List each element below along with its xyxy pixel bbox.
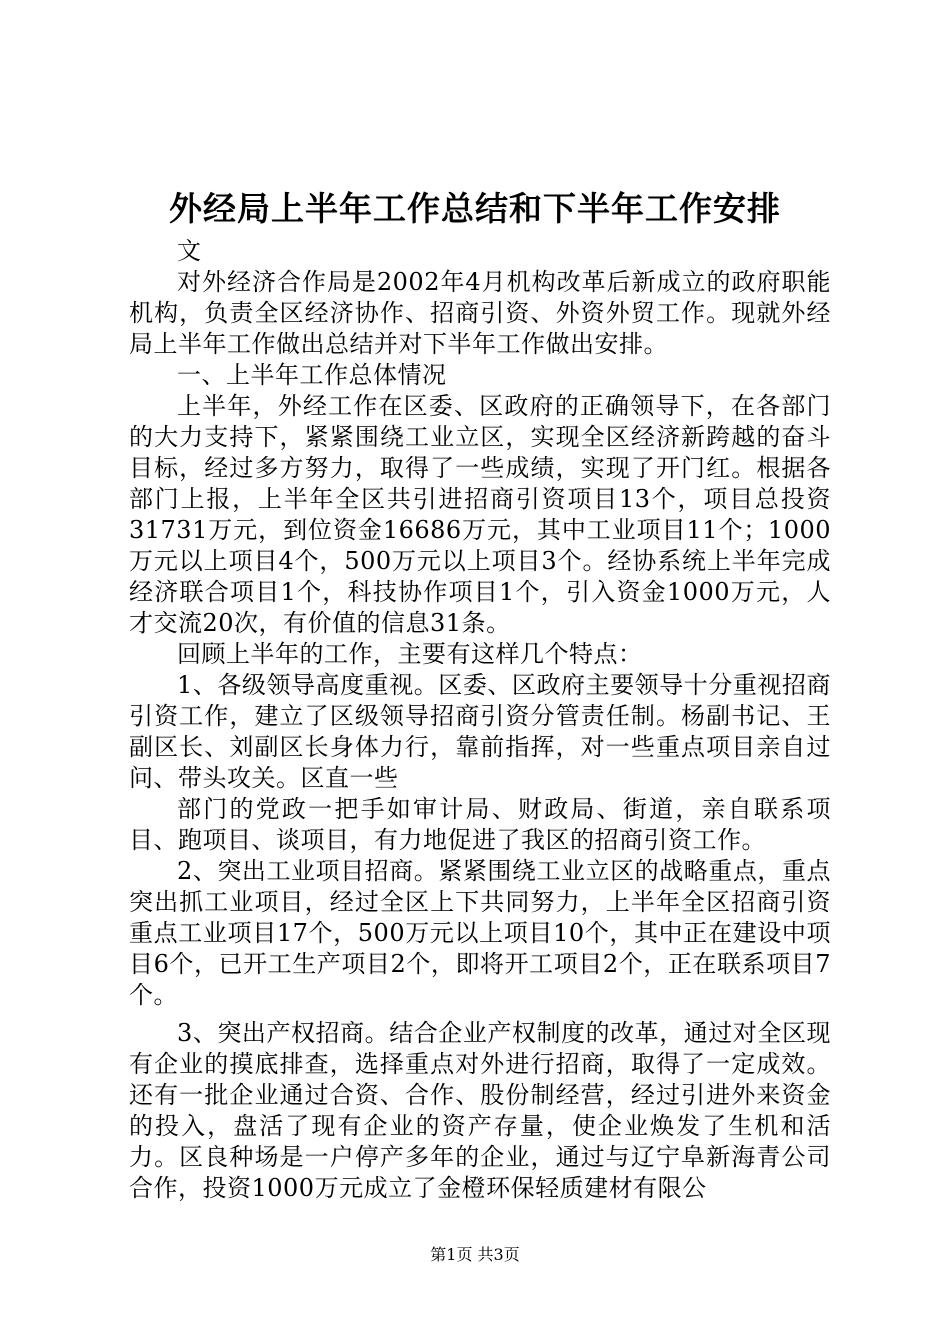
feature-3-paragraph: 3、突出产权招商。结合企业产权制度的改革，通过对全区现有企业的摸底排查，选择重点对外进行招商，取得了一定成效。还有一批企业通过合资、合作、股份制经营，经过引进外来资金的投入，盘活了现有企业的资产存量，使企业焕发了生机和活力。区良种场是一户停产多年的企业，通过与辽宁阜新海青公司合作，投资1000万元成立了金橙环保轻质建材有限公	[129, 1019, 831, 1202]
page-footer: 第1页 共3页	[430, 1245, 520, 1264]
summary-paragraph: 上半年，外经工作在区委、区政府的正确领导下，在各部门的大力支持下，紧紧围绕工业立区，实现全区经济新跨越的奋斗目标，经过多方努力，取得了一些成绩，实现了开门红。根据各部门上报，上半年全区共引进招商引资项目13个，项目总投资31731万元，到位资金16686万元，其中工业项目11个；1000万元以上项目4个，500万元以上项目3个。经协系统上半年完成经济联合项目1个，科技协作项目1个，引入资金1000万元，人才交流20次，有价值的信息31条。	[129, 392, 831, 637]
author-line: 文	[177, 237, 202, 265]
feature-2-paragraph: 2、突出工业项目招商。紧紧围绕工业立区的战略重点，重点突出抓工业项目，经过全区上下共同努力，上半年全区招商引资重点工业项目17个，500万元以上项目10个，其中正在建设中项目6个，已开工生产项目2个，即将开工项目2个，正在联系项目7个。	[129, 857, 831, 1009]
document-body	[129, 236, 831, 1204]
feature-1-paragraph: 1、各级领导高度重视。区委、区政府主要领导十分重视招商引资工作，建立了区级领导招商引资分管责任制。杨副书记、王副区长、刘副区长身体力行，靠前指挥，对一些重点项目亲自过问、带头攻关。区直一些	[129, 671, 831, 792]
document-title: 外经局上半年工作总结和下半年工作安排	[169, 189, 781, 228]
section-heading: 一、上半年工作总体情况	[177, 361, 447, 389]
features-intro: 回顾上半年的工作，主要有这样几个特点：	[177, 640, 643, 668]
intro-paragraph: 对外经济合作局是2002年4月机构改革后新成立的政府职能机构，负责全区经济协作、招商引资、外资外贸工作。现就外经局上半年工作做出总结并对下半年工作做出安排。	[129, 268, 831, 358]
feature-1-continued: 部门的党政一把手如审计局、财政局、街道，亲自联系项目、跑项目、谈项目，有力地促进了我区的招商引资工作。	[129, 795, 831, 854]
